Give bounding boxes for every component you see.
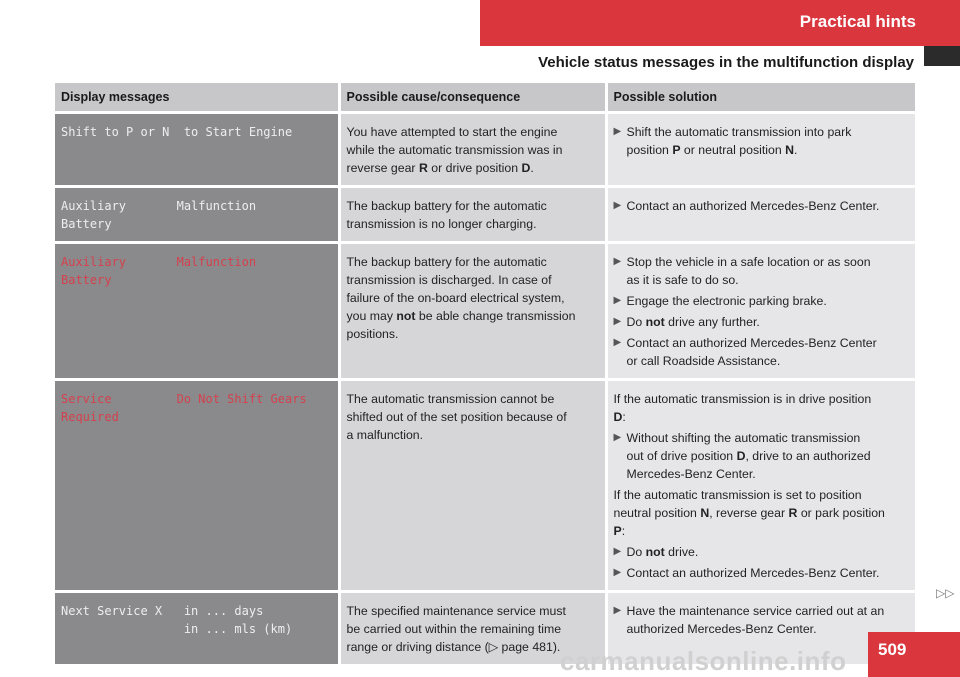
cause-cell (339, 243, 606, 380)
cause-line: The specified maintenance service must (346, 604, 566, 618)
cause-line: The backup battery for the automatic (346, 199, 547, 213)
cause-line: reverse gear R or drive position D. (346, 161, 534, 175)
cause-line: The backup battery for the automatic (346, 255, 547, 269)
table-row (55, 187, 915, 243)
page-subtitle: Vehicle status messages in the multifunction display (538, 54, 914, 71)
column-header-display: Display messages (55, 83, 339, 113)
solution-note (614, 390, 910, 426)
solution-step (614, 292, 910, 310)
step-arrow-icon: ▶ (613, 295, 622, 306)
solution-cell (606, 113, 915, 187)
solution-line: Do not drive. (626, 545, 699, 559)
solution-line: Contact an authorized Mercedes-Benz Center. (626, 566, 880, 580)
cause-line: positions. (346, 327, 399, 341)
step-arrow-icon: ▶ (613, 567, 622, 578)
display-message-line: Auxiliary Malfunction (61, 199, 257, 213)
solution-cell (606, 243, 915, 380)
watermark: carmanualsonline.info (560, 646, 847, 676)
solution-step (614, 123, 910, 159)
solution-line: or call Roadside Assistance. (626, 354, 781, 368)
solution-line: If the automatic transmission is in drive position (613, 392, 872, 406)
solution-line: Do not drive any further. (626, 315, 760, 329)
solution-line: out of drive position D, drive to an authorized (626, 449, 871, 463)
solution-step (614, 334, 910, 370)
cause-cell (339, 187, 606, 243)
cause-line: transmission is discharged. In case of (346, 273, 552, 287)
display-message-cell (55, 592, 339, 665)
display-message-line: Service Do Not Shift Gears (61, 392, 307, 406)
step-arrow-icon: ▶ (613, 316, 622, 327)
cause-cell (339, 380, 606, 592)
column-header-cause: Possible cause/consequence (339, 83, 606, 113)
cause-line: be carried out within the remaining time (346, 622, 562, 636)
solution-line: If the automatic transmission is set to position (613, 488, 862, 502)
step-arrow-icon: ▶ (613, 432, 622, 443)
display-message-line: Auxiliary Malfunction (61, 255, 257, 269)
cause-line: a malfunction. (346, 428, 424, 442)
page-number: 509 (878, 640, 907, 659)
table-header-row (55, 83, 915, 113)
solution-line: Shift the automatic transmission into park (626, 125, 852, 139)
solution-line: position P or neutral position N. (626, 143, 798, 157)
section-marker (924, 46, 960, 66)
display-message-line: Battery (61, 273, 112, 287)
display-message-cell (55, 243, 339, 380)
cause-line: You have attempted to start the engine (346, 125, 558, 139)
display-message-line: in ... mls (km) (61, 622, 293, 636)
display-message-line: Battery (61, 217, 112, 231)
cause-line: The automatic transmission cannot be (346, 392, 555, 406)
solution-line: P: (613, 524, 626, 538)
step-arrow-icon: ▶ (613, 256, 622, 267)
solution-step (614, 564, 910, 582)
step-arrow-icon: ▶ (613, 546, 622, 557)
solution-step (614, 197, 910, 215)
column-header-solution: Possible solution (606, 83, 915, 113)
solution-line: Have the maintenance service carried out at an (626, 604, 885, 618)
solution-cell (606, 187, 915, 243)
table-row (55, 113, 915, 187)
solution-line: Stop the vehicle in a safe location or as soon (626, 255, 871, 269)
solution-line: Contact an authorized Mercedes-Benz Center (626, 336, 877, 350)
display-message-line: Required (61, 410, 119, 424)
solution-cell (606, 380, 915, 592)
cause-line: while the automatic transmission was in (346, 143, 563, 157)
step-arrow-icon: ▶ (613, 337, 622, 348)
solution-line: Contact an authorized Mercedes-Benz Center. (626, 199, 880, 213)
table-body (55, 113, 915, 665)
cause-line: you may not be able change transmission (346, 309, 576, 323)
display-message-cell (55, 380, 339, 592)
step-arrow-icon: ▶ (613, 126, 622, 137)
display-message-cell (55, 187, 339, 243)
section-title: Practical hints (799, 12, 916, 31)
solution-note (614, 486, 910, 540)
messages-table (55, 83, 915, 664)
table-row (55, 243, 915, 380)
solution-line: as it is safe to do so. (626, 273, 739, 287)
solution-line: Without shifting the automatic transmission (626, 431, 861, 445)
display-message-cell (55, 113, 339, 187)
solution-step (614, 429, 910, 483)
solution-step (614, 543, 910, 561)
solution-line: Mercedes-Benz Center. (626, 467, 756, 481)
cause-line: failure of the on-board electrical system, (346, 291, 565, 305)
display-message-line: Next Service X in ... days (61, 604, 264, 618)
cause-cell (339, 113, 606, 187)
solution-line: Engage the electronic parking brake. (626, 294, 827, 308)
display-message-line: Shift to P or N to Start Engine (61, 125, 293, 139)
step-arrow-icon: ▶ (613, 200, 622, 211)
cause-line: transmission is no longer charging. (346, 217, 537, 231)
cause-line: shifted out of the set position because of (346, 410, 567, 424)
step-arrow-icon: ▶ (613, 605, 622, 616)
solution-line: authorized Mercedes-Benz Center. (626, 622, 817, 636)
solution-step (614, 313, 910, 331)
continued-marker: ▷▷ (936, 586, 955, 600)
solution-step (614, 253, 910, 289)
cause-line: range or driving distance (▷ page 481). (346, 640, 561, 654)
solution-line: neutral position N, reverse gear R or park position (613, 506, 885, 520)
solution-line: D: (613, 410, 626, 424)
solution-step (614, 602, 910, 638)
table-row (55, 380, 915, 592)
